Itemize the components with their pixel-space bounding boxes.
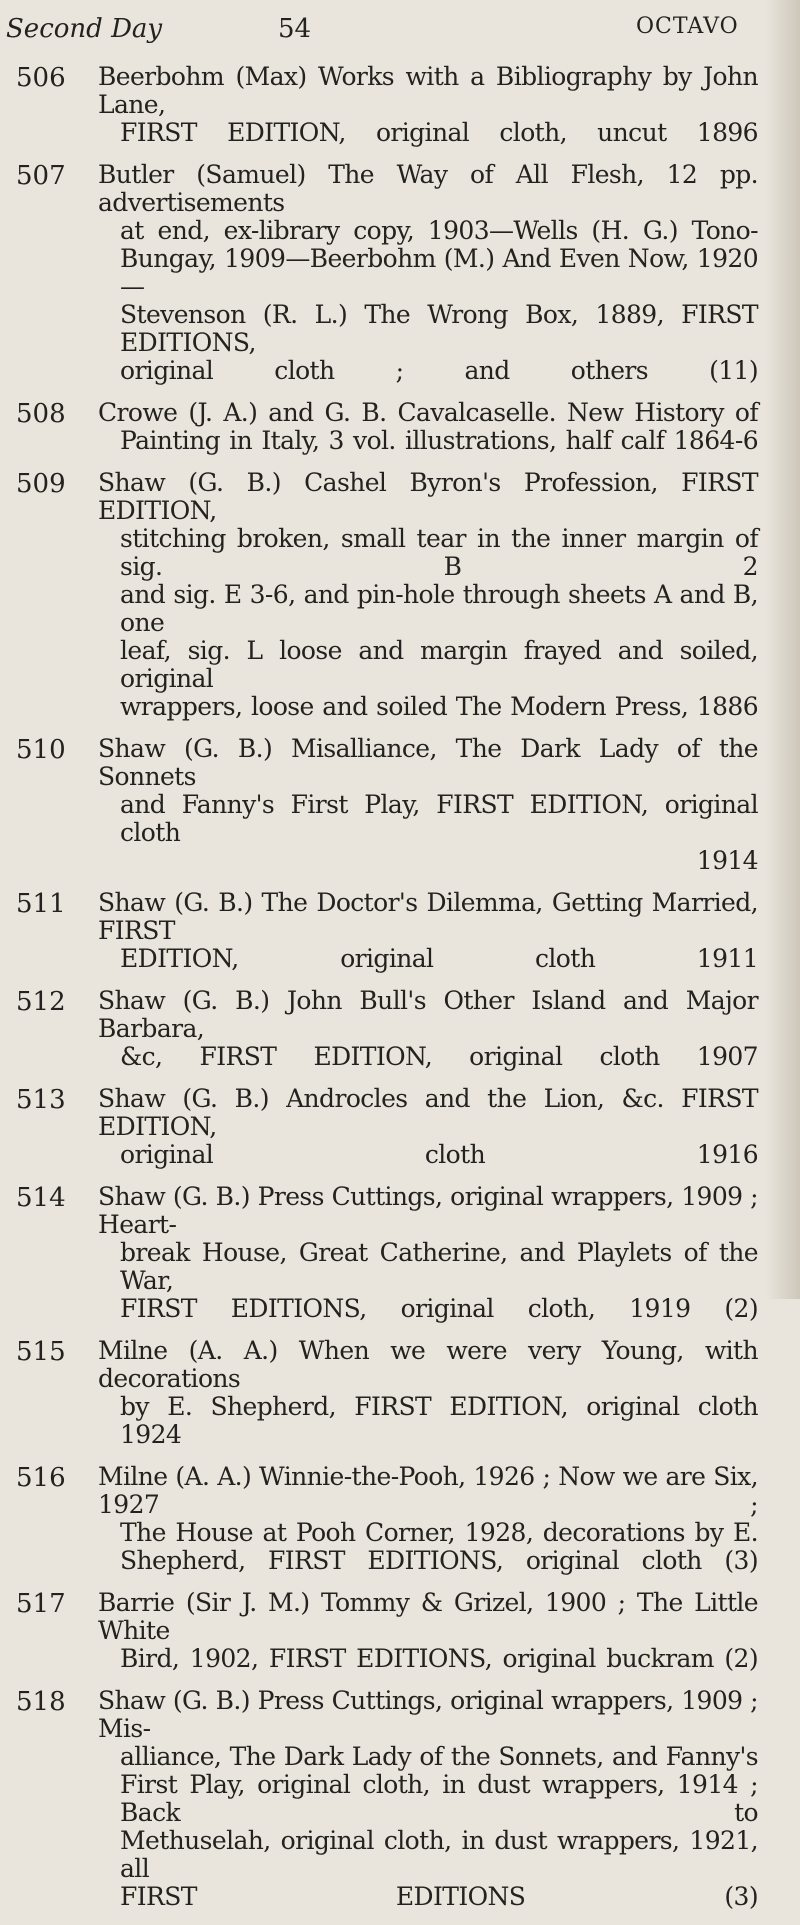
lot-description bbox=[98, 1337, 758, 1449]
lot-entry bbox=[0, 889, 800, 973]
page-header bbox=[0, 14, 800, 54]
lot-description-line: wrappers, loose and soiled The Modern Press, 1886 bbox=[120, 692, 758, 721]
lot-description-line: Shepherd, FIRST EDITIONS, original cloth (3) bbox=[120, 1546, 758, 1575]
header-sale-day: Second Day bbox=[6, 14, 163, 44]
lot-description-line: Stevenson (R. L.) The Wrong Box, 1889, FIRST EDITIONS, bbox=[120, 300, 758, 357]
lot-description bbox=[98, 1687, 758, 1911]
lot-description bbox=[98, 1589, 758, 1673]
lot-entry bbox=[0, 1337, 800, 1449]
lot-description-line: FIRST EDITIONS (3) bbox=[120, 1882, 758, 1911]
lot-description-line: Bungay, 1909—Beerbohm (M.) And Even Now, 1920— bbox=[120, 244, 758, 301]
lot-list bbox=[0, 63, 800, 1925]
lot-description bbox=[98, 399, 758, 455]
lot-description-line: Milne (A. A.) When we were very Young, with decorations bbox=[98, 1336, 758, 1393]
lot-entry bbox=[0, 469, 800, 721]
lot-description-line: Shaw (G. B.) Misalliance, The Dark Lady of the Sonnets bbox=[98, 734, 758, 791]
lot-entry bbox=[0, 63, 800, 147]
lot-number: 512 bbox=[16, 987, 66, 1017]
lot-entry bbox=[0, 1589, 800, 1673]
lot-number: 506 bbox=[16, 63, 66, 93]
lot-description-line: EDITION, original cloth 1911 bbox=[120, 944, 758, 973]
lot-number: 514 bbox=[16, 1183, 66, 1213]
lot-number: 507 bbox=[16, 161, 66, 191]
lot-number: 509 bbox=[16, 469, 66, 499]
lot-description-line: Painting in Italy, 3 vol. illustrations, half calf 1864-6 bbox=[120, 426, 758, 455]
lot-entry bbox=[0, 987, 800, 1071]
lot-entry bbox=[0, 1463, 800, 1575]
lot-description-line: and Fanny's First Play, FIRST EDITION, original cloth bbox=[120, 790, 758, 847]
lot-entry bbox=[0, 1183, 800, 1323]
page-number: 54 bbox=[278, 14, 312, 44]
lot-description-line: Beerbohm (Max) Works with a Bibliography by John Lane, bbox=[98, 62, 758, 119]
lot-description-line: alliance, The Dark Lady of the Sonnets, and Fanny's bbox=[120, 1742, 758, 1771]
lot-entry bbox=[0, 1085, 800, 1169]
lot-description-line: at end, ex-library copy, 1903—Wells (H. G.) Tono- bbox=[120, 216, 758, 245]
lot-description bbox=[98, 1183, 758, 1323]
lot-description-line: Bird, 1902, FIRST EDITIONS, original buckram (2) bbox=[120, 1644, 758, 1673]
lot-number: 510 bbox=[16, 735, 66, 765]
lot-number: 516 bbox=[16, 1463, 66, 1493]
lot-description bbox=[98, 469, 758, 721]
lot-description-line: FIRST EDITION, original cloth, uncut 1896 bbox=[120, 118, 758, 147]
lot-description-line: break House, Great Catherine, and Playlets of the War, bbox=[120, 1238, 758, 1295]
lot-description-line: Methuselah, original cloth, in dust wrappers, 1921, all bbox=[120, 1826, 758, 1883]
lot-entry bbox=[0, 1687, 800, 1911]
lot-entry bbox=[0, 161, 800, 385]
lot-description-line: &c, FIRST EDITION, original cloth 1907 bbox=[120, 1042, 758, 1071]
lot-entry bbox=[0, 735, 800, 875]
lot-number: 515 bbox=[16, 1337, 66, 1367]
header-section: OCTAVO bbox=[636, 14, 739, 39]
lot-description-line: Milne (A. A.) Winnie-the-Pooh, 1926 ; Now we are Six, 1927 ; bbox=[98, 1462, 758, 1519]
lot-description-line: Butler (Samuel) The Way of All Flesh, 12 pp. advertisements bbox=[98, 160, 758, 217]
lot-description bbox=[98, 63, 758, 147]
lot-number: 518 bbox=[16, 1687, 66, 1717]
lot-description bbox=[98, 1463, 758, 1575]
lot-description-line: Shaw (G. B.) Press Cuttings, original wrappers, 1909 ; Heart- bbox=[98, 1182, 758, 1239]
lot-number: 511 bbox=[16, 889, 66, 919]
lot-number: 517 bbox=[16, 1589, 66, 1619]
lot-description-line: The House at Pooh Corner, 1928, decorations by E. bbox=[120, 1518, 758, 1547]
lot-description-line: Shaw (G. B.) Androcles and the Lion, &c. FIRST EDITION, bbox=[98, 1084, 758, 1141]
lot-description-line: by E. Shepherd, FIRST EDITION, original cloth 1924 bbox=[120, 1392, 758, 1449]
lot-description-line: and sig. E 3-6, and pin-hole through sheets A and B, one bbox=[120, 580, 758, 637]
lot-description bbox=[98, 987, 758, 1071]
lot-description-line: original cloth ; and others (11) bbox=[120, 356, 758, 385]
lot-description bbox=[98, 1085, 758, 1169]
lot-description-line: Shaw (G. B.) Press Cuttings, original wrappers, 1909 ; Mis- bbox=[98, 1686, 758, 1743]
lot-description-line: First Play, original cloth, in dust wrappers, 1914 ; Back to bbox=[120, 1770, 758, 1827]
lot-description-line: stitching broken, small tear in the inner margin of sig. B 2 bbox=[120, 524, 758, 581]
lot-number: 513 bbox=[16, 1085, 66, 1115]
lot-description-line: Barrie (Sir J. M.) Tommy & Grizel, 1900 ; The Little White bbox=[98, 1588, 758, 1645]
lot-description bbox=[98, 161, 758, 385]
lot-description-line: 1914 bbox=[696, 846, 758, 875]
lot-description-line: Shaw (G. B.) Cashel Byron's Profession, FIRST EDITION, bbox=[98, 468, 758, 525]
lot-description-line: Shaw (G. B.) John Bull's Other Island and Major Barbara, bbox=[98, 986, 758, 1043]
lot-description-line: FIRST EDITIONS, original cloth, 1919 (2) bbox=[120, 1294, 758, 1323]
lot-description-line: leaf, sig. L loose and margin frayed and soiled, original bbox=[120, 636, 758, 693]
lot-number: 508 bbox=[16, 399, 66, 429]
lot-description-line: original cloth 1916 bbox=[120, 1140, 758, 1169]
lot-description-line: Crowe (J. A.) and G. B. Cavalcaselle. New History of bbox=[98, 398, 758, 427]
lot-description bbox=[98, 889, 758, 973]
lot-entry bbox=[0, 399, 800, 455]
lot-description bbox=[98, 735, 758, 875]
lot-description-line: Shaw (G. B.) The Doctor's Dilemma, Getting Married, FIRST bbox=[98, 888, 758, 945]
